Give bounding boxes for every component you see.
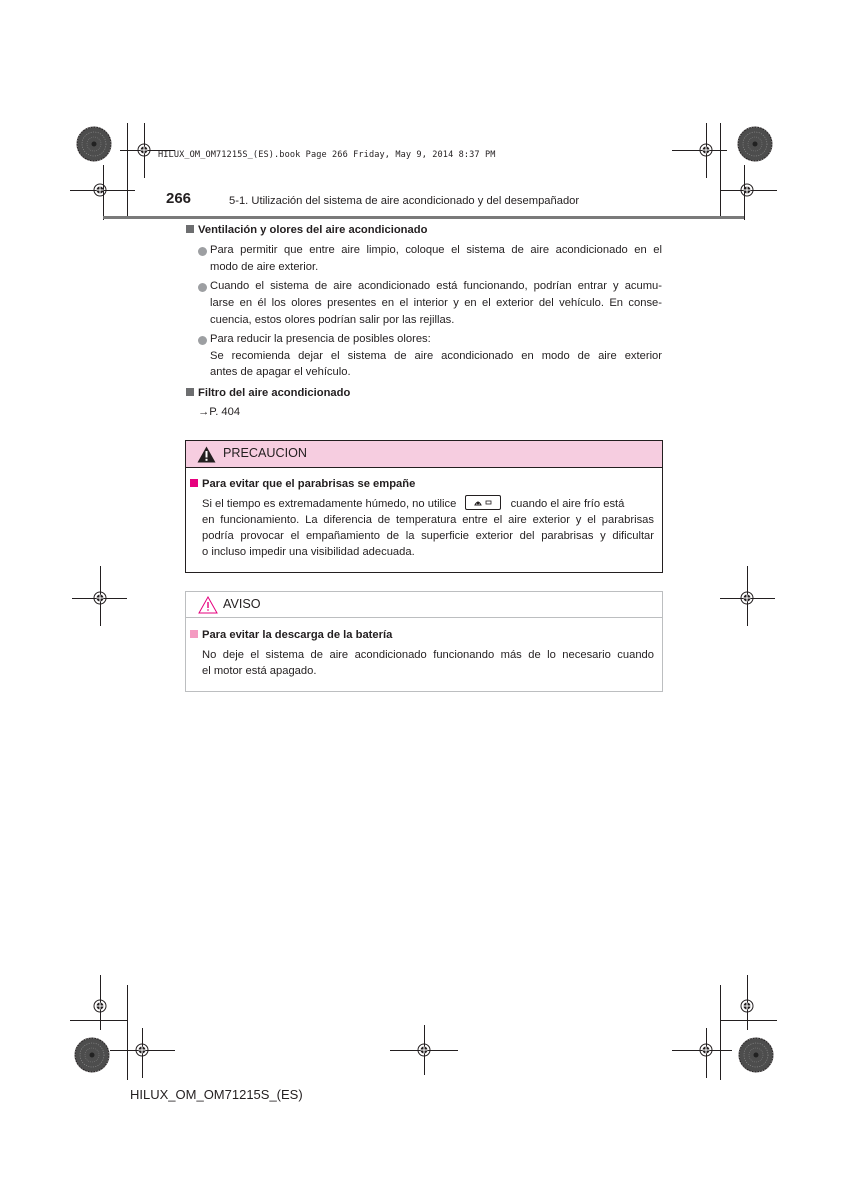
page-number: 266 bbox=[166, 190, 192, 207]
caution-subheading bbox=[190, 478, 415, 490]
crosshair-target-icon bbox=[94, 1000, 106, 1012]
notice-header bbox=[186, 592, 662, 618]
bullet-line: Cuando el sistema de aire acondicionado está funcionando, podrían entrar y acumu- bbox=[210, 280, 662, 292]
crosshair-target-icon bbox=[741, 592, 753, 604]
caution-line-1 bbox=[202, 495, 654, 513]
caution-title: PRECAUCION bbox=[223, 446, 307, 460]
section-heading-filter bbox=[186, 387, 350, 399]
subheading-text: Para evitar la descarga de la batería bbox=[202, 629, 393, 641]
star-target-icon bbox=[75, 1038, 109, 1072]
crosshair-target-icon bbox=[94, 184, 106, 196]
crosshair-target-icon bbox=[741, 184, 753, 196]
bullet-line: antes de apagar el vehículo. bbox=[210, 366, 351, 378]
footer-book-code: HILUX_OM_OM71215S_(ES) bbox=[130, 1087, 303, 1102]
bullet-icon bbox=[198, 336, 207, 345]
caution-line: podría provocar el empañamiento de la superficie exterior del parabrisas y dificultar bbox=[202, 530, 654, 542]
warning-triangle-icon bbox=[197, 446, 216, 463]
star-target-icon bbox=[738, 127, 772, 161]
pink-square-icon bbox=[190, 479, 198, 487]
bullet-line: Para permitir que entre aire limpio, coloque el sistema de aire acondicionado en el bbox=[210, 244, 662, 256]
caution-line: o incluso impedir una visibilidad adecuada. bbox=[202, 546, 415, 558]
notice-subheading bbox=[190, 629, 392, 641]
pink-square-icon bbox=[190, 630, 198, 638]
bullet-line: larse en él los olores presentes en el interior y en el exterior del vehículo. En conse- bbox=[210, 297, 662, 309]
bullet-line: modo de aire exterior. bbox=[210, 261, 319, 273]
star-target-icon bbox=[77, 127, 111, 161]
bullet-line: cuencia, estos olores podrían salir por las rejillas. bbox=[210, 314, 455, 326]
notice-title: AVISO bbox=[223, 597, 261, 611]
header-rule bbox=[103, 216, 744, 219]
bullet-line: Se recomienda dejar el sistema de aire acondicionado en modo de aire exterior bbox=[210, 350, 662, 362]
notice-box bbox=[185, 591, 663, 692]
crosshair-target-icon bbox=[700, 144, 712, 156]
gray-square-icon bbox=[186, 225, 194, 233]
crosshair-target-icon bbox=[138, 144, 150, 156]
crosshair-target-icon bbox=[94, 592, 106, 604]
crosshair-target-icon bbox=[741, 1000, 753, 1012]
book-info-line: HILUX_OM_OM71215S_(ES).book Page 266 Friday, May 9, 2014 8:37 PM bbox=[158, 150, 496, 160]
bullet-icon bbox=[198, 283, 207, 292]
bullet-icon bbox=[198, 247, 207, 256]
section-title: 5-1. Utilización del sistema de aire acondicionado y del desempañador bbox=[229, 195, 580, 207]
heading-text: Ventilación y olores del aire acondicionado bbox=[198, 224, 428, 236]
air-recirculation-button-icon bbox=[465, 495, 501, 510]
crosshair-target-icon bbox=[418, 1044, 430, 1056]
caution-header bbox=[186, 441, 662, 468]
notice-line: No deje el sistema de aire acondicionado funcionando más de lo necesario cuando bbox=[202, 649, 654, 661]
caution-line: en funcionamiento. La diferencia de temperatura entre el aire exterior y el parabrisas bbox=[202, 514, 654, 526]
heading-text: Filtro del aire acondicionado bbox=[198, 387, 351, 399]
crosshair-target-icon bbox=[700, 1044, 712, 1056]
star-target-icon bbox=[739, 1038, 773, 1072]
bullet-line: Para reducir la presencia de posibles olores: bbox=[210, 333, 431, 345]
caution-box bbox=[185, 440, 663, 573]
gray-square-icon bbox=[186, 388, 194, 396]
section-heading-ventilation bbox=[186, 224, 427, 236]
page-reference-link[interactable]: →P. 404 bbox=[198, 406, 241, 418]
subheading-text: Para evitar que el parabrisas se empañe bbox=[202, 478, 416, 490]
crosshair-target-icon bbox=[136, 1044, 148, 1056]
notice-line: el motor está apagado. bbox=[202, 665, 317, 677]
warning-outline-icon bbox=[198, 596, 218, 614]
caution-text: Si el tiempo es extremadamente húmedo, no utilice bbox=[202, 498, 457, 510]
caution-text: cuando el aire frío está bbox=[510, 498, 625, 510]
